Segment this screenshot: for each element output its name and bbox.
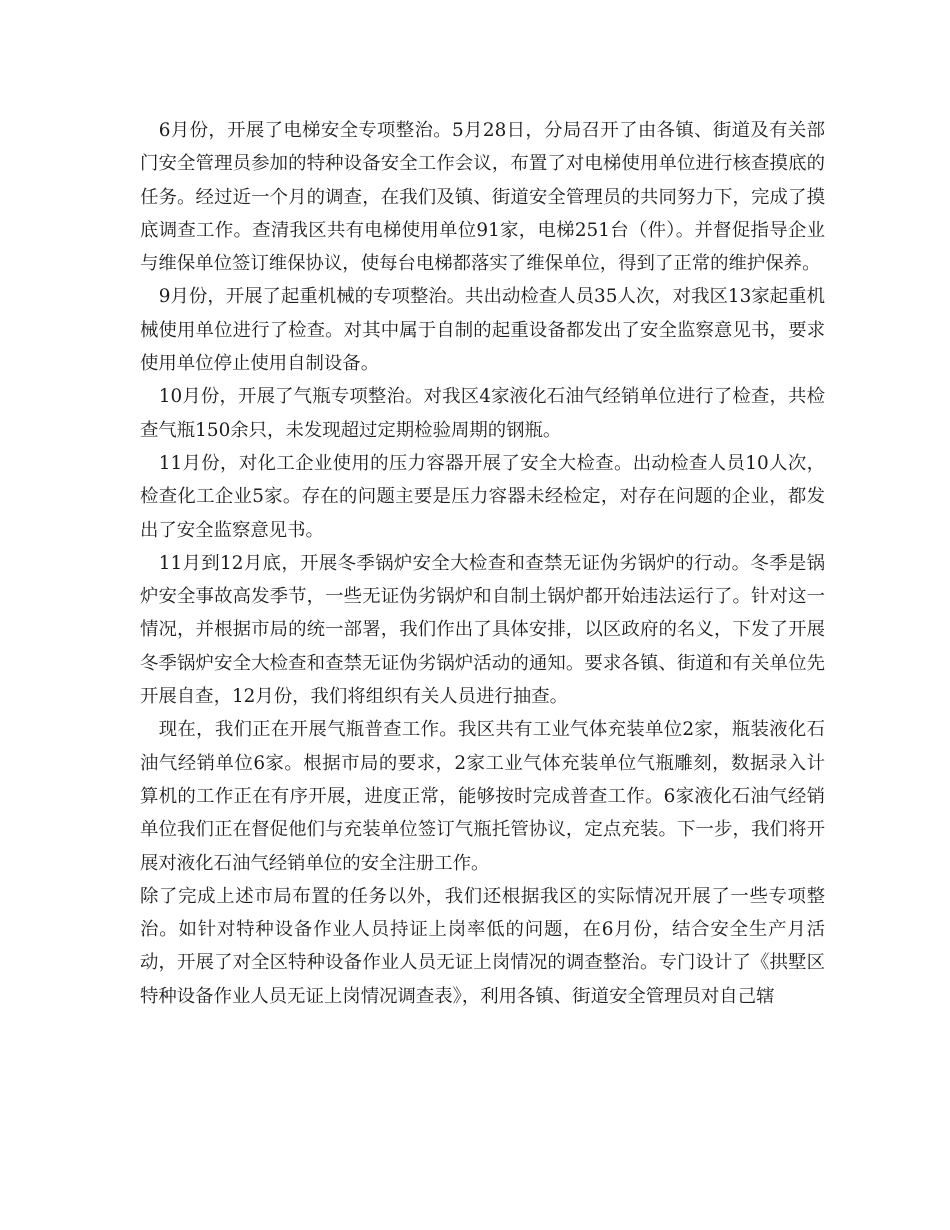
paragraph-gas-cylinder-rectification: 10月份，开展了气瓶专项整治。对我区4家液化石油气经销单位进行了检查，共检查气瓶150余只，未发现超过定期检验周期的钢瓶。 — [140, 386, 825, 441]
paragraph-pressure-vessel-inspection: 11月份，对化工企业使用的压力容器开展了安全大检查。出动检查人员10人次，检查化工企业5家。存在的问题主要是压力容器未经检定，对存在问题的企业，都发出了安全监察意见书。 — [140, 452, 825, 541]
paragraph-gas-cylinder-census: 现在，我们正在开展气瓶普查工作。我区共有工业气体充装单位2家，瓶装液化石油气经销单位6家。根据市局的要求，2家工业气体充装单位气瓶雕刻，数据录入计算机的工作正在有序开展，进度正常，能够按时完成普查工作。6家液化石油气经销单位我们正在督促他们与充装单位签订气瓶托管协议，定点充装。下一步，我们将开展对液化石油气经销单位的安全注册工作。 — [140, 719, 825, 874]
paragraph-winter-boiler-inspection: 11月到12月底，开展冬季锅炉安全大检查和查禁无证伪劣锅炉的行动。冬季是锅炉安全事故高发季节，一些无证伪劣锅炉和自制土锅炉都开始违法运行了。针对这一情况，并根据市局的统一部署，我们作出了具体安排，以区政府的名义，下发了开展冬季锅炉安全大检查和查禁无证伪劣锅炉活动的通知。要求各镇、街道和有关单位先开展自查，12月份，我们将组织有关人员进行抽查。 — [140, 552, 825, 708]
document-body — [140, 114, 825, 1013]
paragraph-elevator-rectification: 6月份，开展了电梯安全专项整治。5月28日，分局召开了由各镇、街道及有关部门安全管理员参加的特种设备安全工作会议，布置了对电梯使用单位进行核查摸底的任务。经过近一个月的调查，在我们及镇、街道安全管理员的共同努力下，完成了摸底调查工作。查清我区共有电梯使用单位91家，电梯251台（件）。并督促指导企业与维保单位签订维保协议，使每台电梯都落实了维保单位，得到了正常的维护保养。 — [140, 120, 825, 275]
paragraph-special-rectification: 除了完成上述市局布置的任务以外，我们还根据我区的实际情况开展了一些专项整治。如针对特种设备作业人员持证上岗率低的问题，在6月份，结合安全生产月活动，开展了对全区特种设备作业人员无证上岗情况的调查整治。专门设计了《拱墅区特种设备作业人员无证上岗情况调查表》，利用各镇、街道安全管理员对自己辖 — [140, 885, 825, 1007]
paragraph-crane-rectification: 9月份，开展了起重机械的专项整治。共出动检查人员35人次，对我区13家起重机械使用单位进行了检查。对其中属于自制的起重设备都发出了安全监察意见书，要求使用单位停止使用自制设备。 — [140, 286, 825, 375]
